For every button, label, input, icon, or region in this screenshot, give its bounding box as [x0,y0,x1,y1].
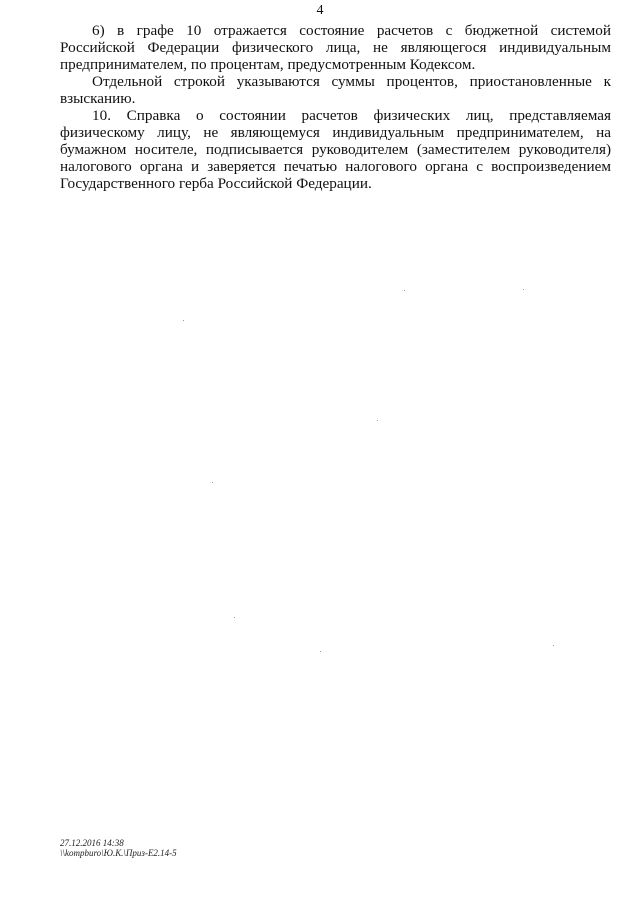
scan-speck [377,420,378,421]
document-footer [60,838,177,858]
page-number: 4 [316,3,324,18]
paragraph-item-10: 10. Справка о состоянии расчетов физических лиц, представляемая физическому лицу, не являющемуся индивидуальным предпринимателем, на бумажном носителе, подписывается руководителем (заместителем руководителя) налогового органа и заверяется печатью налогового органа с воспроизведением Государственного герба Российской Федерации. [60,107,611,192]
scan-speck [553,645,554,646]
scan-speck [523,289,524,290]
document-body [60,22,611,192]
scan-speck [234,617,235,618]
paragraph-item-6: 6) в графе 10 отражается состояние расчетов с бюджетной системой Российской Федерации физического лица, не являющегося индивидуальным предпринимателем, по процентам, предусмотренным Кодексом. [60,22,611,73]
scan-speck [183,320,184,321]
scan-speck [212,482,213,483]
paragraph-suspended-interest: Отдельной строкой указываются суммы процентов, приостановленные к взысканию. [60,73,611,107]
scan-speck [320,651,321,652]
footer-timestamp: 27.12.2016 14:38 [60,838,124,848]
footer-file-reference: \\kompburo\Ю.К.\Приз-Е2.14-5 [60,848,177,858]
scan-speck [404,290,405,291]
